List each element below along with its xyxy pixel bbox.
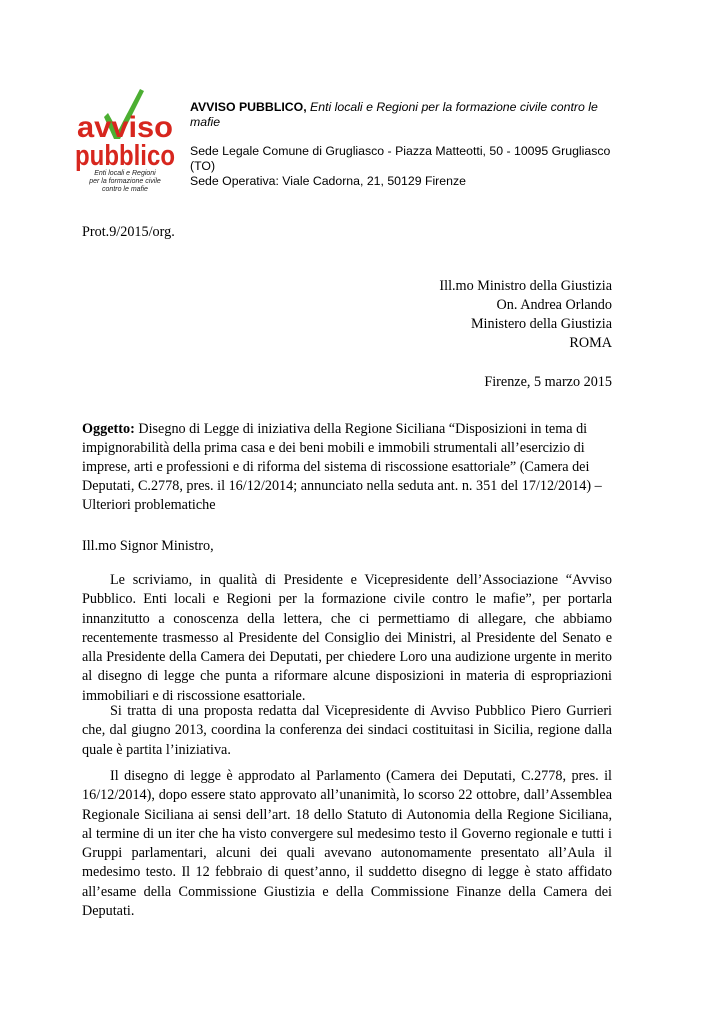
addresses [190,144,630,189]
body-paragraph-2: Si tratta di una proposta redatta dal Vicepresidente di Avviso Pubblico Piero Gurrieri che, dal giugno 2013, coordina la conferenza dei sindaci costituitasi in Sicilia, regione dalla quale è partita l’iniziativa. [82,703,612,758]
salutation: Ill.mo Signor Ministro, [82,538,214,554]
logo-tagline-1: Enti locali e Regioni [94,170,156,177]
org-line [190,100,630,130]
recipient-line3: Ministero della Giustizia [470,316,612,332]
recipient-line2: On. Andrea Orlando [496,297,612,313]
recipient-block [439,277,612,353]
logo-tagline-3: contro le mafie [102,186,148,193]
avviso-pubblico-logo [70,85,180,195]
org-name: AVVISO PUBBLICO, [190,100,307,114]
sede-legale-line1: Sede Legale Comune di Grugliasco - Piazza Matteotti, 50 - 10095 Grugliasco [190,144,611,158]
body-paragraph-1: Le scriviamo, in qualità di Presidente e Vicepresidente dell’Associazione “Avviso Pubblico. Enti locali e Regioni per la formazione civile contro le mafie”, per portarla innanzitutto a conoscenza della lettera, che ci permettiamo di allegare, che abbiamo recentemente trasmesso al Presidente del Consiglio dei Ministri, al Presidente del Senato e alla Presidente della Camera dei Deputati, per chiedere Loro una audizione urgente in merito al disegno di legge che punta a riformare alcune disposizioni in materia di espropriazioni immobiliari e di riscossione esattoriale. [82,572,612,704]
subject-text: Disegno di Legge di iniziativa della Regione Siciliana “Disposizioni in tema di impignorabilità della prima casa e dei beni mobili e immobili strumentali all’esercizio di imprese, arti e professioni e di riforma del sistema di riscossione esattoriale” (Camera dei Deputati, C.2778, pres. il 16/12/2014; annunciato nella seduta ant. n. 351 del 17/12/2014) – Ulteriori problematiche [82,421,602,513]
recipient-line1: Ill.mo Ministro della Giustizia [439,278,612,294]
letterhead [190,100,630,189]
protocol-number: Prot.9/2015/org. [82,224,175,240]
letter-date: Firenze, 5 marzo 2015 [484,374,612,390]
subject-block [82,420,612,515]
subject-label: Oggetto: [82,421,135,437]
sede-legale-line2: (TO) [190,159,216,173]
logo-word-avviso: avviso [77,111,173,144]
recipient-line4: ROMA [569,335,612,351]
body-paragraph-3: Il disegno di legge è approdato al Parlamento (Camera dei Deputati, C.2778, pres. il 16/12/2014), dopo essere stato approvato all’unanimità, lo scorso 22 ottobre, dall’Assemblea Regionale Siciliana ai sensi dell’art. 18 dello Statuto di Autonomia della Regione Siciliana, al termine di un iter che ha visto convergere sul medesimo testo il Governo regionale e tutti i Gruppi parlamentari, alcuni dei quali avevano autonomamente presentato all’Aula il medesimo testo. Il 12 febbraio di quest’anno, il suddetto disegno di legge è stato affidato all’esame della Commissione Giustizia e della Commissione Finanze della Camera dei Deputati. [82,768,612,920]
logo-word-pubblico: pubblico [75,140,175,172]
logo-tagline-2: per la formazione civile [89,178,161,185]
sede-operativa: Sede Operativa: Viale Cadorna, 21, 50129 Firenze [190,174,466,188]
org-description: Enti locali e Regioni per la formazione civile contro le mafie [190,100,598,129]
